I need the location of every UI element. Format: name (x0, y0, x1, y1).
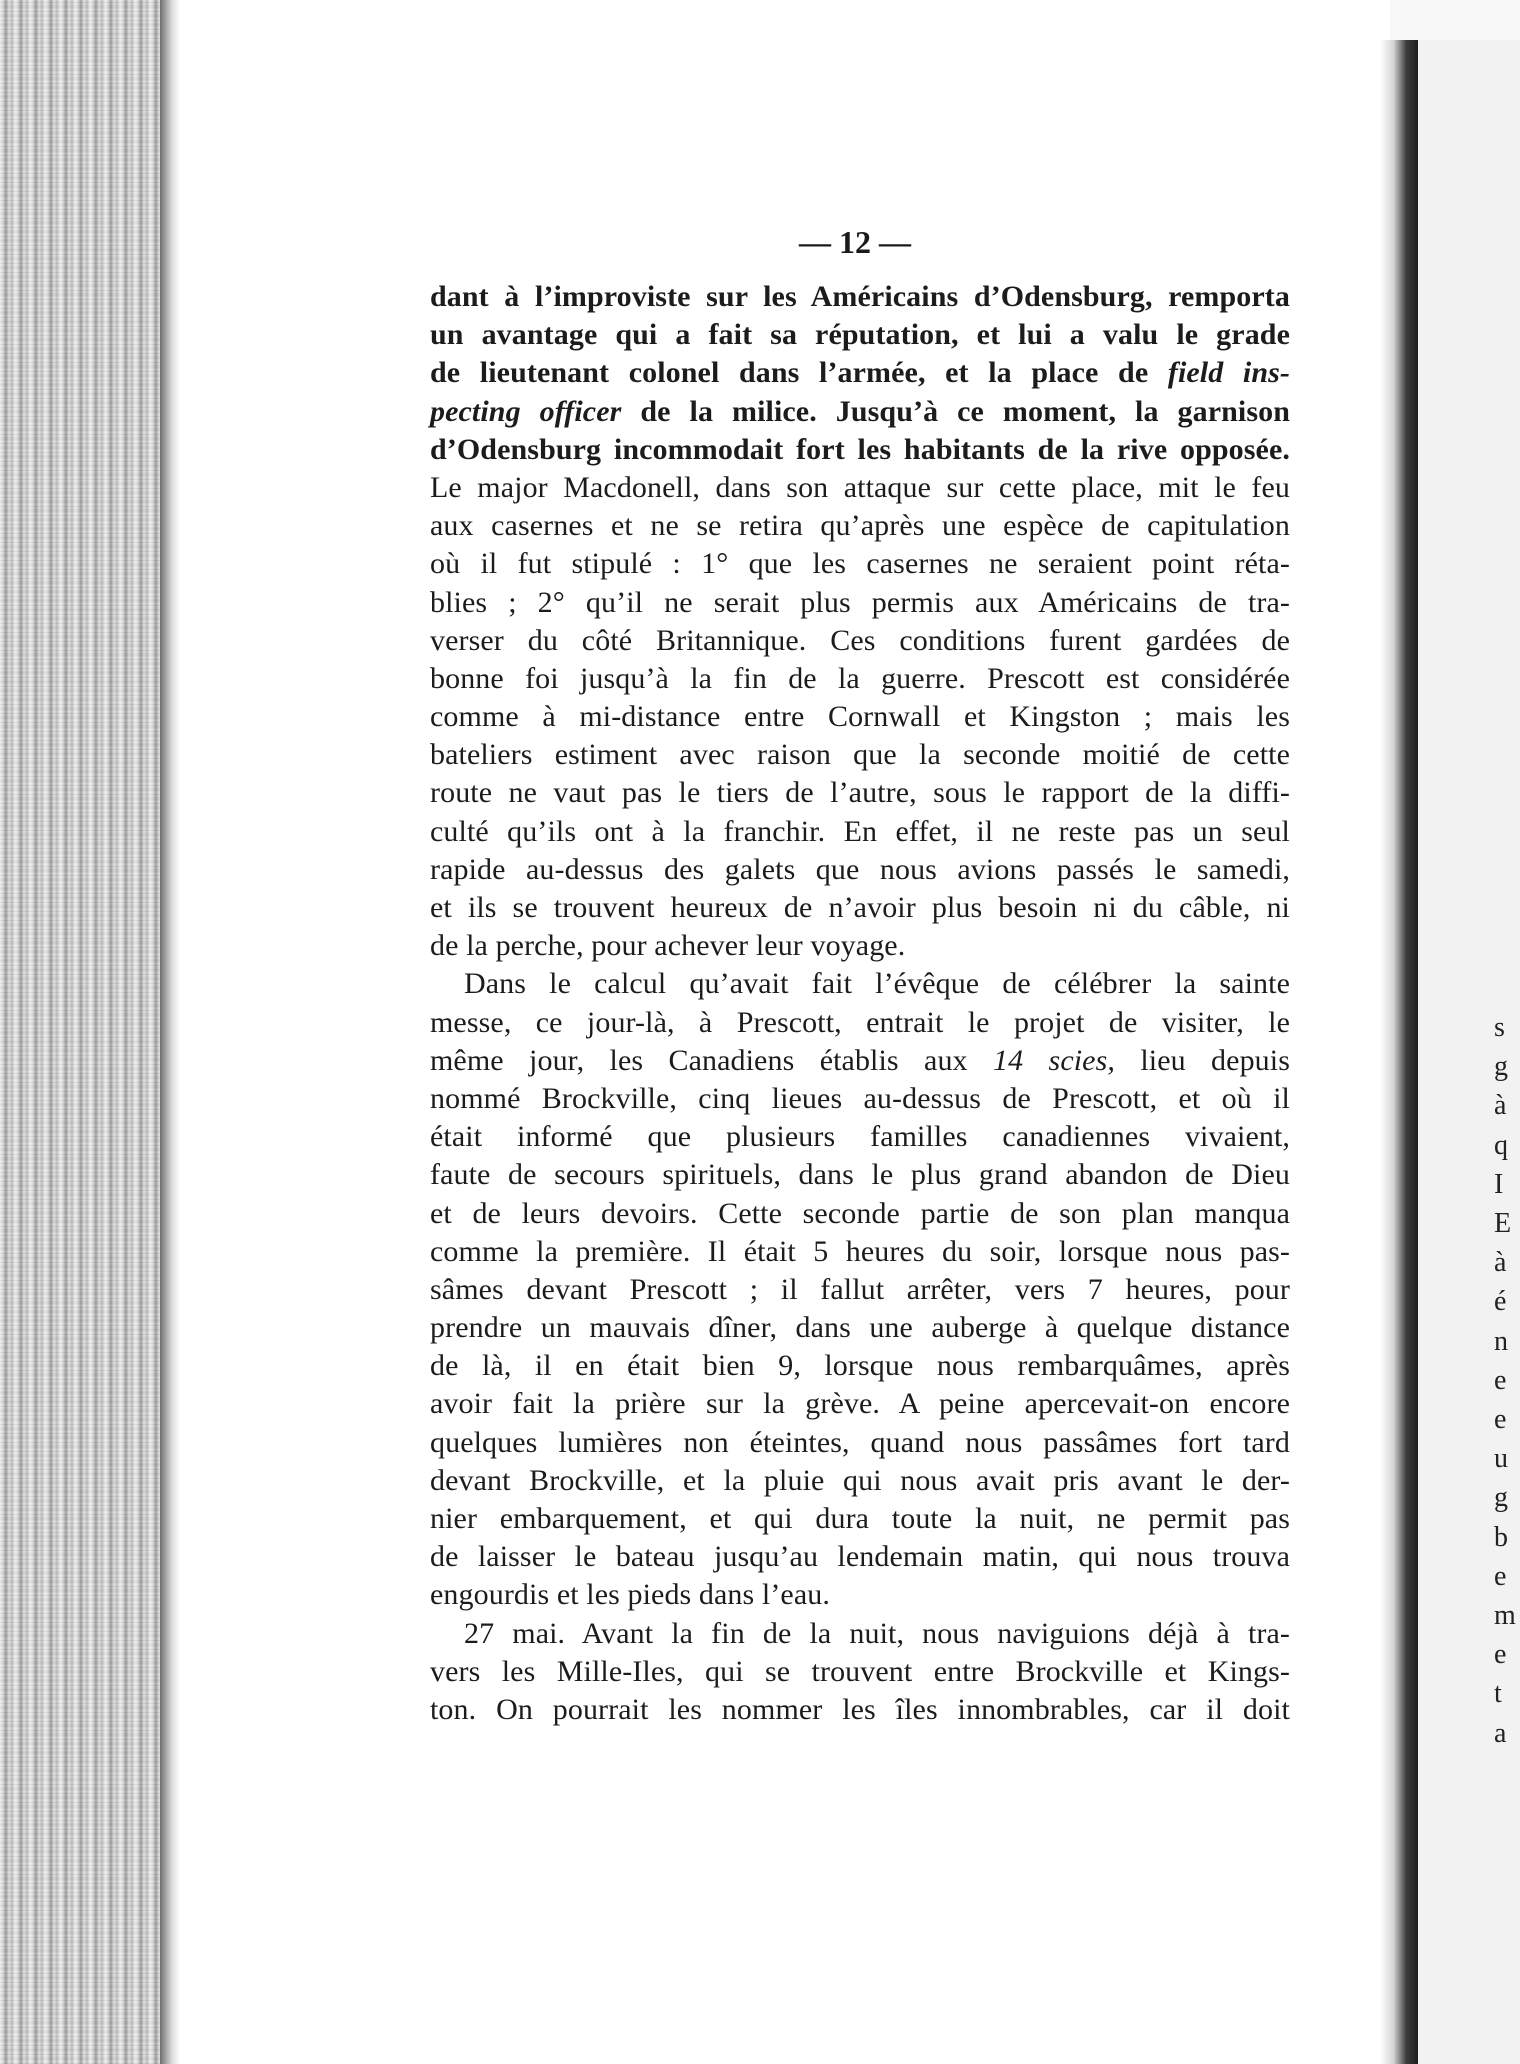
text-line: vers les Mille-Iles, qui se trouvent entre Brockville et Kings- (430, 1654, 1290, 1688)
text-line: devant Brockville, et la pluie qui nous avait pris avant le der- (430, 1463, 1290, 1497)
text-line: Le major Macdonell, dans son attaque sur cette place, mit le feu (430, 470, 1290, 504)
text-line: et ils se trouvent heureux de n’avoir plus besoin ni du câble, ni (430, 891, 1290, 924)
text-line: de laisser le bateau jusqu’au lendemain matin, qui nous trouva (430, 1540, 1290, 1574)
text-line: nommé Brockville, cinq lieues au-dessus de Prescott, et où il (430, 1081, 1290, 1115)
text-line: nier embarquement, et qui dura toute la nuit, ne permit pas (430, 1502, 1290, 1535)
text-line: quelques lumières non éteintes, quand nous passâmes fort tard (430, 1425, 1290, 1459)
text-line: comme la première. Il était 5 heures du soir, lorsque nous pas- (430, 1234, 1290, 1268)
text-line: ton. On pourrait les nommer les îles innombrables, car il doit (430, 1692, 1290, 1726)
text-line: culté qu’ils ont à la franchir. En effet, il ne reste pas un seul (430, 814, 1290, 848)
facing-page-fragment: n (1494, 1325, 1508, 1357)
text-line: même jour, les Canadiens établis aux 14 scies, lieu depuis (430, 1043, 1290, 1077)
text-line: rapide au-dessus des galets que nous avions passés le samedi, (430, 852, 1290, 886)
text-line: route ne vaut pas le tiers de l’autre, sous le rapport de la diffi- (430, 776, 1290, 810)
facing-page-fragment: é (1494, 1286, 1507, 1318)
binding-shadow (160, 0, 180, 2064)
facing-page-fragment: à (1494, 1090, 1507, 1122)
facing-page-fragment: E (1494, 1208, 1512, 1239)
italic-phrase: 14 scies, (993, 1043, 1115, 1077)
text-line: bateliers estiment avec raison que la seconde moitié de cette (430, 738, 1290, 772)
text-line: 27 mai. Avant la fin de la nuit, nous naviguions déjà à tra- (464, 1616, 1290, 1650)
text-line: dant à l’improviste sur les Américains d’Odensburg, remporta (430, 280, 1290, 313)
facing-page-fragment: g (1494, 1051, 1508, 1083)
text-line: faute de secours spirituels, dans le plus grand abandon de Dieu (430, 1158, 1290, 1192)
facing-page-fragment: b (1494, 1521, 1508, 1553)
facing-page-fragment: e (1494, 1404, 1507, 1435)
facing-page-fragment: m (1494, 1600, 1516, 1631)
text-line: de là, il en était bien 9, lorsque nous rembarquâmes, après (430, 1349, 1290, 1383)
facing-page-fragment: e (1494, 1639, 1507, 1671)
text-line: et de leurs devoirs. Cette seconde partie de son plan manqua (430, 1196, 1290, 1230)
text-line: sâmes devant Prescott ; il fallut arrêter, vers 7 heures, pour (430, 1272, 1290, 1306)
page-number: — 12 — (799, 224, 911, 260)
facing-page-fragment: u (1494, 1443, 1508, 1475)
text-line: un avantage qui a fait sa réputation, et lui a valu le grade (430, 318, 1290, 352)
text-line: de la perche, pour achever leur voyage. (430, 929, 906, 963)
text-line: blies ; 2° qu’il ne serait plus permis aux Américains de tra- (430, 585, 1290, 619)
text-line: d’Odensburg incommodait fort les habitants de la rive opposée. (430, 432, 1290, 466)
body-text (430, 278, 1290, 1729)
text-line: bonne foi jusqu’à la fin de la guerre. Prescott est considérée (430, 661, 1290, 695)
facing-page-fragment: g (1494, 1482, 1508, 1514)
text-line: avoir fait la prière sur la grève. A peine apercevait-on encore (430, 1387, 1290, 1421)
text-line: engourdis et les pieds dans l’eau. (430, 1578, 830, 1612)
facing-page-fragment: I (1494, 1168, 1504, 1200)
text-line: pecting officer de la milice. Jusqu’à ce moment, la garnison (430, 394, 1290, 428)
text-line: de lieutenant colonel dans l’armée, et la place de field ins- (430, 356, 1290, 390)
facing-page-fragment: a (1494, 1717, 1507, 1749)
book-gutter (1380, 40, 1418, 2064)
facing-page-fragment: e (1494, 1560, 1507, 1592)
text-line: était informé que plusieurs familles canadiennes vivaient, (430, 1120, 1290, 1154)
text-line: où il fut stipulé : 1° que les casernes ne seraient point réta- (430, 547, 1290, 581)
facing-page-edge (1418, 40, 1520, 2064)
facing-page-fragment: q (1494, 1129, 1508, 1161)
text-line: Dans le calcul qu’avait fait l’évêque de célébrer la sainte (464, 967, 1290, 1001)
text-line: aux casernes et ne se retira qu’après une espèce de capitulation (430, 509, 1290, 543)
italic-phrase: pecting officer (430, 394, 622, 428)
page-stack-edge (0, 0, 178, 2064)
text-line: messe, ce jour-là, à Prescott, entrait le projet de visiter, le (430, 1005, 1290, 1039)
facing-page-fragment: e (1494, 1364, 1507, 1396)
facing-page-fragment: t (1494, 1678, 1502, 1710)
text-line: verser du côté Britannique. Ces conditions furent gardées de (430, 623, 1290, 657)
text-line: comme à mi-distance entre Cornwall et Kingston ; mais les (430, 700, 1290, 734)
top-margin-right (1390, 0, 1520, 44)
facing-page-fragment: s (1494, 1012, 1505, 1043)
text-line: prendre un mauvais dîner, dans une auberge à quelque distance (430, 1311, 1290, 1345)
italic-phrase: field ins- (1167, 356, 1290, 390)
facing-page-fragment: à (1494, 1247, 1507, 1279)
